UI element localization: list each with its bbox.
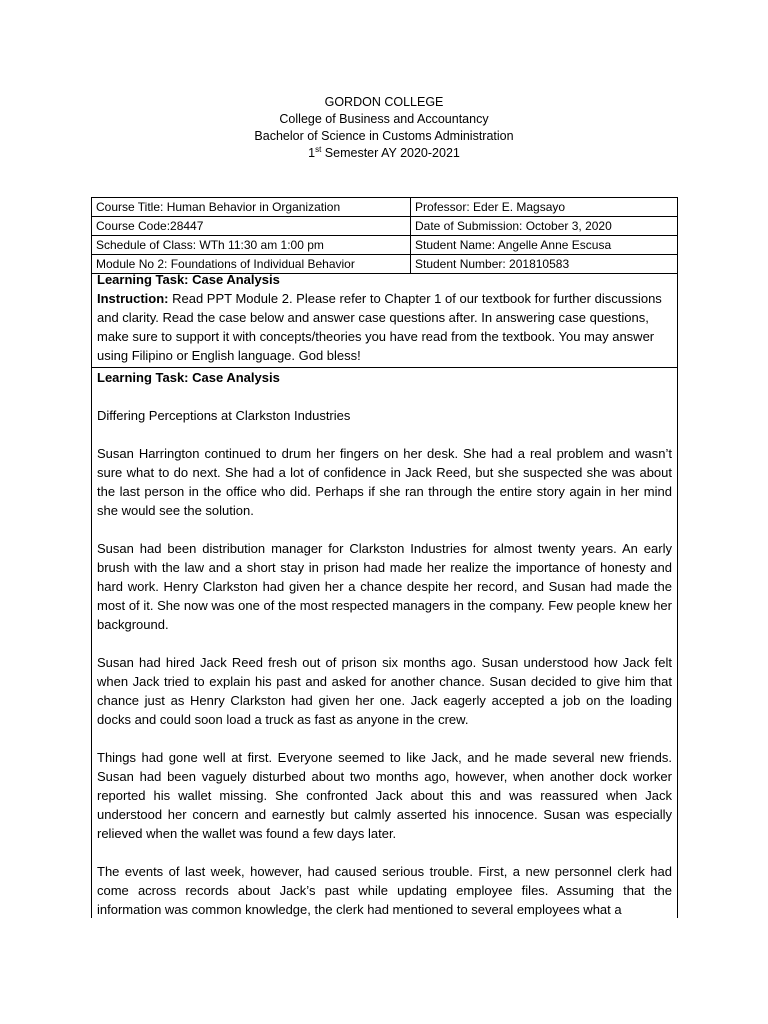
- department-name: College of Business and Accountancy: [279, 112, 489, 126]
- document-header: [0, 94, 768, 162]
- semester-number: 1: [308, 146, 316, 160]
- course-title-cell: Course Title: Human Behavior in Organization: [92, 198, 411, 217]
- table-row: [92, 236, 678, 255]
- module-cell: Module No 2: Foundations of Individual Behavior: [92, 255, 411, 274]
- course-code-cell: Course Code:28447: [92, 217, 411, 236]
- schedule-cell: Schedule of Class: WTh 11:30 am 1:00 pm: [92, 236, 411, 255]
- student-name-cell: Student Name: Angelle Anne Escusa: [411, 236, 678, 255]
- student-number-cell: Student Number: 201810583: [411, 255, 678, 274]
- professor-cell: Professor: Eder E. Magsayo: [411, 198, 678, 217]
- instruction-label: Instruction:: [97, 291, 169, 306]
- case-box: [91, 367, 678, 918]
- instruction-box: [91, 270, 678, 368]
- case-paragraph: Susan Harrington continued to drum her fingers on her desk. She had a real problem and wasn’t sure what to do next. She had a lot of confidence in Jack Reed, but she suspected she was about the last person in the office who did. Perhaps if she ran through the entire story again in her mind she would see the solution.: [97, 446, 672, 518]
- course-info-table: [91, 197, 678, 274]
- task-label: Learning Task: Case Analysis: [97, 370, 280, 385]
- semester-text: Semester AY 2020-2021: [321, 146, 460, 160]
- table-row: [92, 217, 678, 236]
- instruction-paragraph: [97, 289, 672, 365]
- case-paragraph: Things had gone well at first. Everyone seemed to like Jack, and he made several new friends. Susan had been vaguely disturbed about two months ago, however, when another dock worker reported his wallet missing. She confronted Jack about this and was reassured when Jack understood her concern and earnestly but calmly asserted his innocence. Susan was especially relieved when the wallet was found a few days later.: [97, 750, 672, 841]
- case-paragraph: The events of last week, however, had caused serious trouble. First, a new personnel clerk had come across records about Jack’s past while updating employee files. Assuming that the information was common knowledge, the clerk had mentioned to several employees what a: [97, 864, 672, 917]
- date-submission-cell: Date of Submission: October 3, 2020: [411, 217, 678, 236]
- case-title: Differing Perceptions at Clarkston Industries: [97, 408, 351, 423]
- semester-superscript: st: [315, 144, 322, 154]
- case-paragraph: Susan had been distribution manager for Clarkston Industries for almost twenty years. An early brush with the law and a short stay in prison had made her realize the importance of honesty and hard work. Henry Clarkston had given her a chance despite her record, and Susan had made the most of it. She now was one of the most respected managers in the company. Few people knew her background.: [97, 541, 672, 632]
- semester-line: [0, 145, 768, 162]
- case-paragraph: Susan had hired Jack Reed fresh out of prison six months ago. Susan understood how Jack felt when Jack tried to explain his past and asked for another chance. Susan decided to give him that chance just as Henry Clarkston had given her one. Jack eagerly accepted a job on the loading docks and could soon load a truck as fast as anyone in the crew.: [97, 655, 672, 727]
- program-name: Bachelor of Science in Customs Administration: [254, 129, 514, 143]
- instruction-text: Read PPT Module 2. Please refer to Chapter 1 of our textbook for further discussions and clarity. Read the case below and answer case questions after. In answering case questions, make sure to support it with concepts/theories you have read from the textbook. You may answer using Filipino or English language. God bless!: [97, 291, 662, 363]
- college-name: GORDON COLLEGE: [324, 95, 444, 109]
- table-row: [92, 198, 678, 217]
- task-label: Learning Task: Case Analysis: [97, 272, 280, 287]
